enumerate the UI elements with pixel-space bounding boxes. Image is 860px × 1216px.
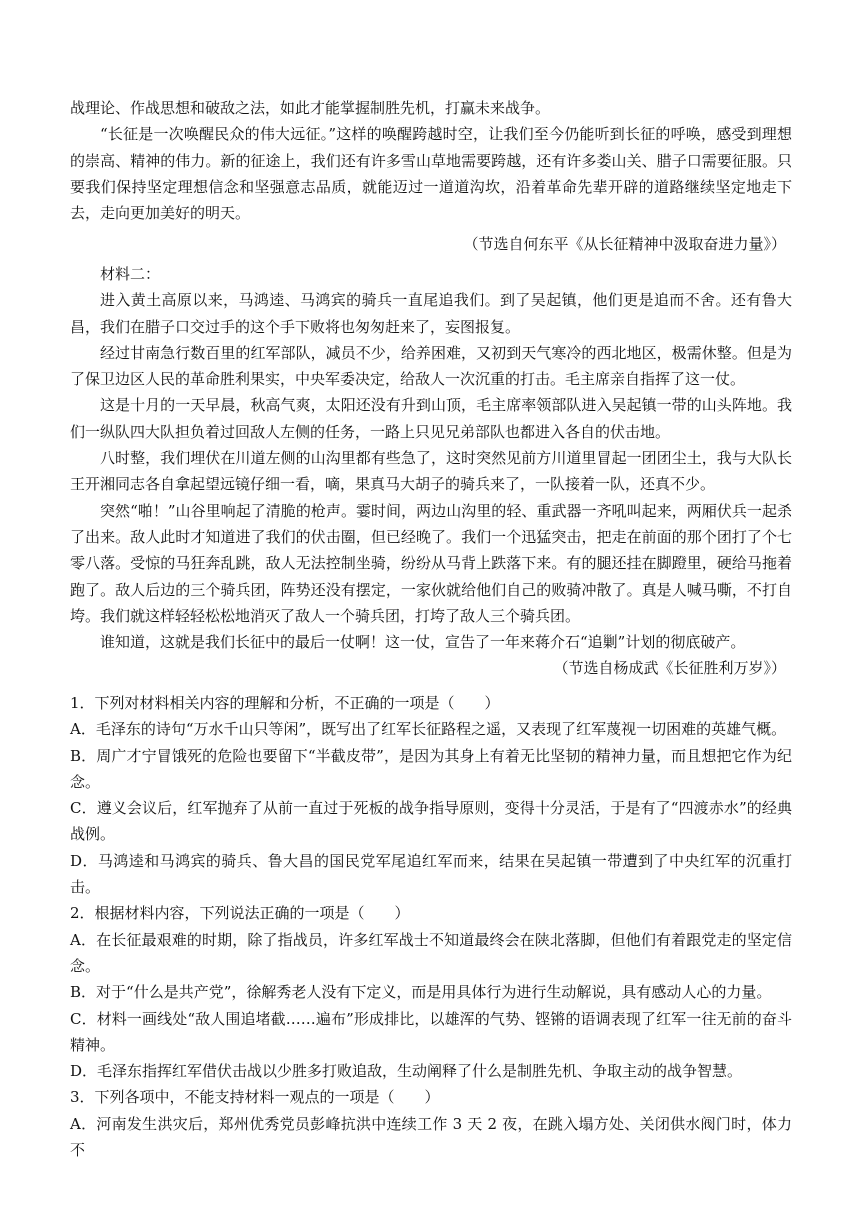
question-stem: 3．下列各项中，不能支持材料一观点的一项是（ ） [70,1088,440,1107]
material-two [70,261,792,682]
question-stem: 2．根据材料内容，下列说法正确的一项是（ ） [70,904,410,923]
question-option: C．材料一画线处“敌人围追堵截……遍布”形成排比，以雄浑的气势、铿锵的语调表现了红军一往无前的奋斗精神。 [70,1009,792,1054]
material-two-paragraph: 这是十月的一天早晨，秋高气爽，太阳还没有升到山顶，毛主席率领部队进入吴起镇一带的山头阵地。我们一纵队四大队担负着过回敌人左侧的任务，一路上只见兄弟部队也都进入各自的伏击地。 [70,396,792,441]
material-two-paragraph: 突然“啪！”山谷里响起了清脆的枪声。霎时间，两边山沟里的轻、重武器一齐吼叫起来，两厢伏兵一起杀了出来。敌人此时才知道进了我们的伏击圈，但已经晚了。我们一个迅猛突击，把走在前面的那个团打了个七零八落。受惊的马狂奔乱跳，敌人无法控制坐骑，纷纷从马背上跌落下来。有的腿还挂在脚蹬里，硬给马拖着跑了。敌人后边的三个骑兵团，阵势还没有摆定，一家伙就给他们自己的败骑冲散了。真是人喊马嘶，不打自垮。我们就这样轻轻松松地消灭了敌人一个骑兵团，打垮了敌人三个骑兵团。 [70,501,792,625]
material-two-paragraph: 经过甘南急行数百里的红军部队，减员不少，给养困难，又初到天气寒冷的西北地区，极需休整。但是为了保卫边区人民的革命胜利果实，中央军委决定，给敌人一次沉重的打击。毛主席亲自指挥了这一仗。 [70,343,792,389]
questions-section [70,690,792,1163]
question-option: A．河南发生洪灾后，郑州优秀党员彭峰抗洪中连续工作 3 天 2 夜，在跳入塌方处、关闭供水阀门时，体力不 [70,1114,792,1160]
material-one-source: （节选自何东平《从长征精神中汲取奋进力量》） [463,235,786,254]
material-two-paragraph: 进入黄土高原以来，马鸿逵、马鸿宾的骑兵一直尾追我们。到了吴起镇，他们更是追而不舍。还有鲁大昌，我们在腊子口交过手的这个手下败将也匆匆赶来了，妄图报复。 [70,291,792,336]
material-one-paragraph: 战理论、作战思想和破敌之法，如此才能掌握制胜先机，打赢未来战争。 [70,99,551,117]
question-option: A．在长征最艰难的时期，除了指战员，许多红军战士不知道最终会在陕北落脚，但他们有着跟党走的坚定信念。 [70,930,792,975]
question-option: D．毛泽东指挥红军借伏击战以少胜多打败追敌，生动阐释了什么是制胜先机、争取主动的战争智慧。 [70,1062,743,1081]
material-one-ending [70,95,792,258]
question-stem: 1．下列对材料相关内容的理解和分析，不正确的一项是（ ） [70,694,500,712]
question-option: C．遵义会议后，红军抛弃了从前一直过于死板的战争指导原则，变得十分灵活，于是有了“四渡赤水”的经典战例。 [70,799,792,844]
material-two-paragraph: 八时整，我们埋伏在川道左侧的山沟里都有些急了，这时突然见前方川道里冒起一团团尘土，我与大队长王开湘同志各自拿起望远镜仔细一看，嘀，果真马大胡子的骑兵来了，一队接着一队，还真不少。 [70,449,792,494]
question-option: D．马鸿逵和马鸿宾的骑兵、鲁大昌的国民党军尾追红军而来，结果在吴起镇一带遭到了中央红军的沉重打击。 [70,851,792,897]
question-option: B．周广才宁冒饿死的危险也要留下“半截皮带”，是因为其身上有着无比坚韧的精神力量，而且想把它作为纪念。 [70,746,792,791]
question-option: B．对于“什么是共产党”，徐解秀老人没有下定义，而是用具体行为进行生动解说，具有感动人心的力量。 [70,983,772,1002]
question-option: A．毛泽东的诗句“万水千山只等闲”，既写出了红军长征路程之遥，又表现了红军蔑视一切困难的英雄气概。 [70,720,787,739]
material-one-paragraph: “长征是一次唤醒民众的伟大远征。”这样的唤醒跨越时空，让我们至今仍能听到长征的呼唤，感受到理想的崇高、精神的伟力。新的征途上，我们还有许多雪山草地需要跨越，还有许多娄山关、腊子口需要征服。只要我们保持坚定理想信念和坚强意志品质，就能迈过一道道沟坎，沿着革命先辈开辟的道路继续坚定地走下去，走向更加美好的明天。 [70,125,792,223]
material-two-paragraph: 谁知道，这就是我们长征中的最后一仗啊！这一仗，宣告了一年来蒋介石“追剿”计划的彻底破产。 [100,633,746,652]
material-two-label: 材料二： [100,265,161,283]
material-two-source: （节选自杨成武《长征胜利万岁》） [553,659,786,678]
